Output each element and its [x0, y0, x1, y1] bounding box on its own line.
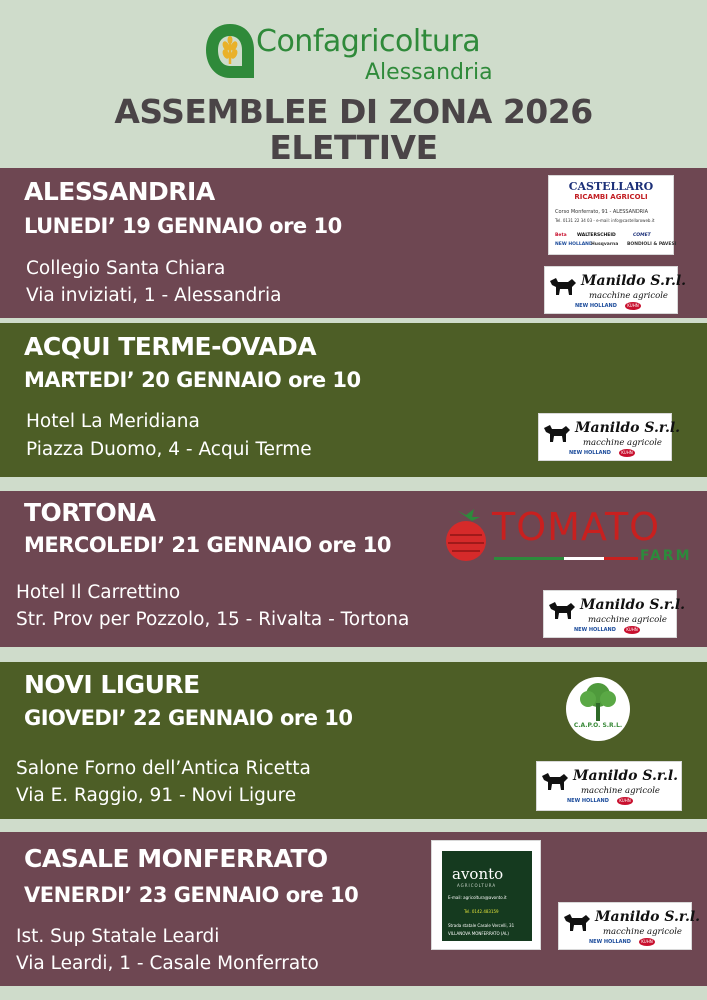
- meeting-city: NOVI LIGURE: [24, 670, 200, 699]
- sponsor-capo-logo: [566, 677, 630, 741]
- meeting-date: GIOVEDI’ 22 GENNAIO ore 10: [24, 706, 353, 730]
- sponsor-manildo-logo: [543, 590, 686, 638]
- meeting-address: Via E. Raggio, 91 - Novi Ligure: [16, 785, 297, 806]
- castellaro-tagline: RICAMBI AGRICOLI: [574, 193, 648, 201]
- tomato-icon: [442, 505, 492, 565]
- new-holland-logo: NEW HOLLAND: [574, 627, 616, 633]
- avonto-subtitle: AGRICOLTURA: [457, 883, 497, 888]
- meeting-date: MARTEDI’ 20 GENNAIO ore 10: [24, 368, 361, 392]
- bull-icon: [547, 597, 577, 625]
- confagricoltura-logo-icon: [204, 22, 256, 80]
- header: [0, 0, 707, 168]
- sponsor-manildo-logo: [536, 761, 682, 811]
- meeting-venue: Ist. Sup Statale Leardi: [16, 926, 220, 947]
- manildo-name: Manildo S.r.l.: [575, 420, 681, 436]
- meeting-city: CASALE MONFERRATO: [24, 844, 328, 873]
- castellaro-address: Corso Monferrato, 91 - ALESSANDRIA: [555, 209, 649, 215]
- sponsor-avonto-logo: [431, 840, 541, 950]
- meeting-city: ACQUI TERME-OVADA: [24, 332, 317, 361]
- new-holland-logo: NEW HOLLAND: [567, 798, 609, 804]
- sponsor-manildo-logo: [558, 902, 701, 950]
- castellaro-contact: Tel. 0131 22 34 03 - e-mail: info@castellaroweb.it: [555, 218, 655, 223]
- kuhn-logo: KUHN: [639, 938, 655, 946]
- tree-icon: [566, 679, 630, 727]
- avonto-town: VILLANOVA MONFERRATO (AL): [448, 931, 509, 936]
- manildo-subtitle: macchine agricole: [603, 927, 682, 937]
- meeting-date: MERCOLEDI’ 21 GENNAIO ore 10: [24, 533, 391, 557]
- brand-logo: BONDIOLI & PAVESI: [627, 242, 677, 247]
- tomato-subtitle: FARM: [640, 548, 692, 564]
- meeting-venue: Salone Forno dell’Antica Ricetta: [16, 758, 311, 779]
- manildo-subtitle: macchine agricole: [581, 786, 660, 796]
- bull-icon: [548, 273, 578, 301]
- manildo-subtitle: macchine agricole: [588, 615, 667, 625]
- flag-stripe-green: [494, 557, 564, 560]
- meeting-date: LUNEDI’ 19 GENNAIO ore 10: [24, 214, 342, 238]
- flag-stripe-red: [604, 557, 638, 560]
- flag-stripe-white: [564, 557, 604, 560]
- castellaro-name: CASTELLARO: [568, 180, 654, 193]
- kuhn-logo: KUHN: [619, 449, 635, 457]
- meeting-address: Str. Prov per Pozzolo, 15 - Rivalta - Tortona: [16, 609, 410, 630]
- avonto-email: E-mail: agricoltura@avonto.it: [448, 895, 507, 900]
- bull-icon: [562, 909, 592, 937]
- logo-name: Confagricoltura: [256, 24, 481, 59]
- manildo-name: Manildo S.r.l.: [573, 768, 679, 784]
- manildo-subtitle: macchine agricole: [589, 291, 668, 301]
- avonto-street: Strada statale Casale Vercelli, 31: [448, 923, 515, 928]
- meeting-date: VENERDI’ 23 GENNAIO ore 10: [24, 883, 359, 907]
- brand-logo: NEW HOLLAND: [555, 242, 593, 247]
- page-title-line2: ELETTIVE: [269, 128, 438, 167]
- new-holland-logo: NEW HOLLAND: [575, 303, 617, 309]
- castellaro-brands: [555, 232, 677, 250]
- capo-name: C.A.P.O. S.R.L.: [573, 722, 623, 729]
- manildo-subtitle: macchine agricole: [583, 438, 662, 448]
- meeting-venue: Hotel Il Carrettino: [16, 582, 181, 603]
- sponsor-castellaro-logo: [548, 175, 677, 255]
- meeting-venue: Hotel La Meridiana: [26, 411, 200, 432]
- sponsor-manildo-logo: [544, 266, 687, 314]
- bull-icon: [542, 420, 572, 448]
- new-holland-logo: NEW HOLLAND: [569, 450, 611, 456]
- manildo-name: Manildo S.r.l.: [595, 909, 701, 925]
- sponsor-manildo-logo: [538, 413, 681, 461]
- bull-icon: [540, 768, 570, 796]
- logo-subtitle: Alessandria: [365, 60, 493, 85]
- manildo-name: Manildo S.r.l.: [580, 597, 686, 613]
- manildo-name: Manildo S.r.l.: [581, 273, 687, 289]
- meeting-address: Via inviziati, 1 - Alessandria: [26, 285, 282, 306]
- meeting-address: Piazza Duomo, 4 - Acqui Terme: [26, 439, 312, 460]
- new-holland-logo: NEW HOLLAND: [589, 939, 631, 945]
- meeting-venue: Collegio Santa Chiara: [26, 258, 226, 279]
- sponsor-tomato-farm-logo: [440, 503, 692, 569]
- page-title-line1: ASSEMBLEE DI ZONA 2026: [114, 92, 593, 131]
- avonto-panel: [442, 851, 532, 941]
- tomato-name: TOMATO: [492, 505, 661, 549]
- kuhn-logo: KUHN: [625, 302, 641, 310]
- brand-logo: COMET: [633, 233, 651, 238]
- avonto-name: avonto: [452, 865, 504, 883]
- avonto-phone: Tel. 0142.483159: [464, 909, 499, 914]
- meeting-city: ALESSANDRIA: [24, 177, 215, 206]
- brand-logo: Beta: [555, 233, 567, 238]
- meeting-address: Via Leardi, 1 - Casale Monferrato: [16, 953, 319, 974]
- kuhn-logo: KUHN: [624, 626, 640, 634]
- brand-logo: WALTERSCHEID: [577, 233, 616, 238]
- meeting-city: TORTONA: [24, 498, 156, 527]
- kuhn-logo: KUHN: [617, 797, 633, 805]
- brand-logo: Husqvarna: [591, 242, 619, 247]
